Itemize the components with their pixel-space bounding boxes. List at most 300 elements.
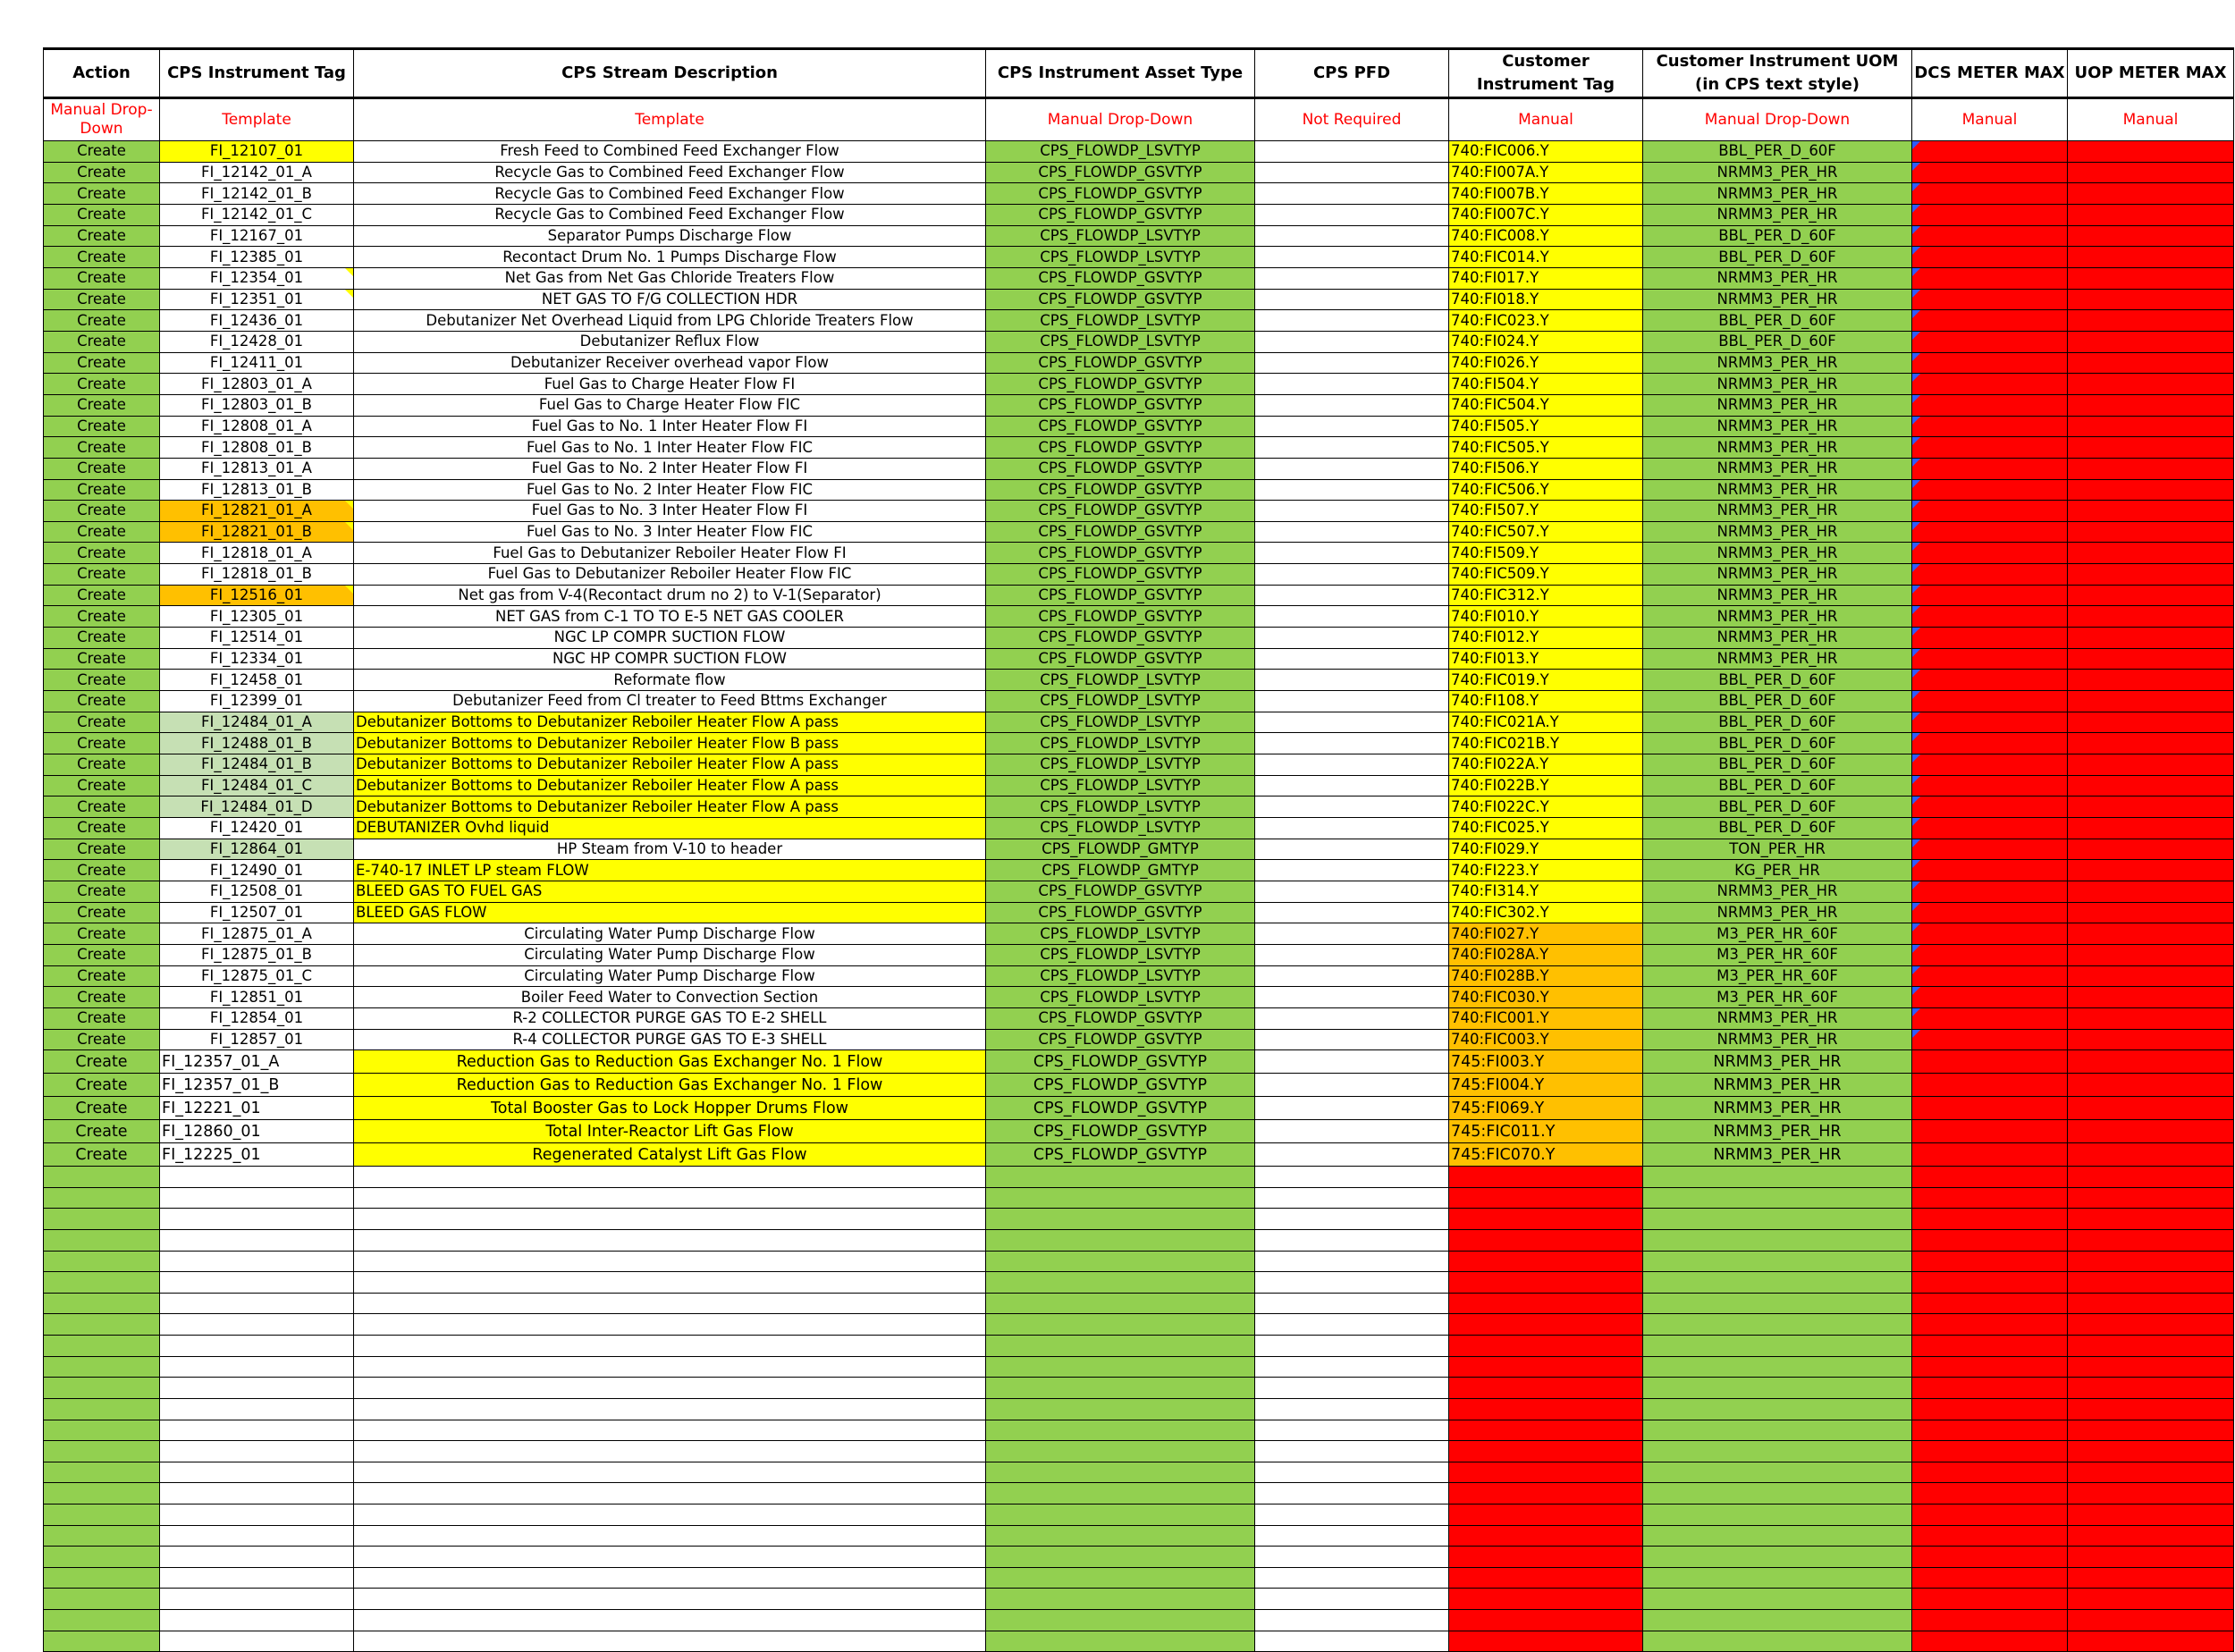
stream-description-cell[interactable]: Fuel Gas to Debutanizer Reboiler Heater Flow FIC <box>354 564 986 586</box>
action-cell[interactable]: Create <box>44 1050 160 1074</box>
empty-action-cell[interactable] <box>44 1589 160 1610</box>
empty-dcs-max-cell[interactable] <box>1912 1610 2068 1631</box>
dcs-max-cell[interactable]: 198000 <box>1912 628 2068 649</box>
customer-tag-cell[interactable]: 740:FIC008.Y <box>1449 225 1643 247</box>
instrument-tag-cell[interactable]: FI_12851_01 <box>160 987 354 1008</box>
pfd-cell[interactable] <box>1255 923 1449 945</box>
subheader-action[interactable]: Manual Drop-Down <box>44 98 160 141</box>
asset-type-cell[interactable]: CPS_FLOWDP_LSVTYP <box>986 247 1255 268</box>
uop-max-cell[interactable]: 120000 <box>2068 267 2234 289</box>
empty-instrument-tag-cell[interactable] <box>160 1589 354 1610</box>
pfd-cell[interactable] <box>1255 521 1449 543</box>
empty-action-cell[interactable] <box>44 1356 160 1378</box>
dcs-max-cell[interactable]: 45000 <box>1912 691 2068 712</box>
uom-cell[interactable]: NRMM3_PER_HR <box>1643 648 1912 670</box>
empty-stream-description-cell[interactable] <box>354 1336 986 1357</box>
empty-pfd-cell[interactable] <box>1255 1567 1449 1589</box>
asset-type-cell[interactable]: CPS_FLOWDP_LSVTYP <box>986 712 1255 733</box>
uop-max-cell[interactable]: 11000 <box>2068 331 2234 352</box>
empty-uom-cell[interactable] <box>1643 1187 1912 1209</box>
stream-description-cell[interactable]: BLEED GAS TO FUEL GAS <box>354 881 986 902</box>
instrument-tag-cell[interactable]: FI_12142_01_A <box>160 162 354 183</box>
empty-customer-tag-cell[interactable] <box>1449 1420 1643 1441</box>
empty-dcs-max-cell[interactable] <box>1912 1589 2068 1610</box>
pfd-cell[interactable] <box>1255 1074 1449 1097</box>
customer-tag-cell[interactable]: 740:FIC025.Y <box>1449 818 1643 839</box>
pfd-cell[interactable] <box>1255 479 1449 501</box>
action-cell[interactable]: Create <box>44 183 160 205</box>
instrument-tag-cell[interactable]: FI_12221_01 <box>160 1097 354 1120</box>
dcs-max-cell[interactable]: 6600 <box>1912 458 2068 479</box>
empty-asset-type-cell[interactable] <box>986 1356 1255 1378</box>
empty-uop-max-cell[interactable] <box>2068 1293 2234 1314</box>
uom-cell[interactable]: KG_PER_HR <box>1643 860 1912 881</box>
uom-cell[interactable]: NRMM3_PER_HR <box>1643 289 1912 310</box>
uom-cell[interactable]: M3_PER_HR_60F <box>1643 965 1912 987</box>
action-cell[interactable]: Create <box>44 374 160 395</box>
action-cell[interactable]: Create <box>44 754 160 776</box>
empty-stream-description-cell[interactable] <box>354 1314 986 1336</box>
uop-max-cell[interactable]: 140000 <box>2068 606 2234 628</box>
empty-uop-max-cell[interactable] <box>2068 1631 2234 1652</box>
action-cell[interactable]: Create <box>44 289 160 310</box>
uop-max-cell[interactable]: 7000 <box>2068 1074 2234 1097</box>
empty-asset-type-cell[interactable] <box>986 1462 1255 1483</box>
asset-type-cell[interactable]: CPS_FLOWDP_GSVTYP <box>986 183 1255 205</box>
empty-uom-cell[interactable] <box>1643 1441 1912 1462</box>
dcs-max-cell[interactable]: 1100 <box>1912 1143 2068 1167</box>
action-cell[interactable]: Create <box>44 458 160 479</box>
empty-stream-description-cell[interactable] <box>354 1547 986 1568</box>
empty-instrument-tag-cell[interactable] <box>160 1462 354 1483</box>
empty-dcs-max-cell[interactable] <box>1912 1378 2068 1399</box>
pfd-cell[interactable] <box>1255 183 1449 205</box>
uop-max-cell[interactable]: 1100 <box>2068 965 2234 987</box>
empty-uom-cell[interactable] <box>1643 1314 1912 1336</box>
asset-type-cell[interactable]: CPS_FLOWDP_LSVTYP <box>986 733 1255 754</box>
pfd-cell[interactable] <box>1255 775 1449 796</box>
empty-customer-tag-cell[interactable] <box>1449 1356 1643 1378</box>
pfd-cell[interactable] <box>1255 162 1449 183</box>
stream-description-cell[interactable]: R-2 COLLECTOR PURGE GAS TO E-2 SHELL <box>354 1007 986 1029</box>
empty-customer-tag-cell[interactable] <box>1449 1272 1643 1294</box>
empty-action-cell[interactable] <box>44 1398 160 1420</box>
empty-stream-description-cell[interactable] <box>354 1420 986 1441</box>
customer-tag-cell[interactable]: 740:FI223.Y <box>1449 860 1643 881</box>
empty-customer-tag-cell[interactable] <box>1449 1610 1643 1631</box>
empty-pfd-cell[interactable] <box>1255 1209 1449 1230</box>
stream-description-cell[interactable]: Net gas from V-4(Recontact drum no 2) to V-1(Separator) <box>354 585 986 606</box>
stream-description-cell[interactable]: HP Steam from V-10 to header <box>354 839 986 860</box>
empty-uom-cell[interactable] <box>1643 1251 1912 1272</box>
subheader-cps-stream-description[interactable]: Template <box>354 98 986 141</box>
empty-stream-description-cell[interactable] <box>354 1631 986 1652</box>
empty-dcs-max-cell[interactable] <box>1912 1547 2068 1568</box>
dcs-max-cell[interactable]: 20000 <box>1912 754 2068 776</box>
empty-customer-tag-cell[interactable] <box>1449 1631 1643 1652</box>
uop-max-cell[interactable]: 1300 <box>2068 1007 2234 1029</box>
action-cell[interactable]: Create <box>44 628 160 649</box>
uop-max-cell[interactable]: 45000 <box>2068 691 2234 712</box>
customer-tag-cell[interactable]: 740:FI028B.Y <box>1449 965 1643 987</box>
uom-cell[interactable]: NRMM3_PER_HR <box>1643 1097 1912 1120</box>
empty-stream-description-cell[interactable] <box>354 1589 986 1610</box>
instrument-tag-cell[interactable]: FI_12225_01 <box>160 1143 354 1167</box>
empty-stream-description-cell[interactable] <box>354 1567 986 1589</box>
uop-max-cell[interactable]: 600 <box>2068 1097 2234 1120</box>
action-cell[interactable]: Create <box>44 775 160 796</box>
empty-action-cell[interactable] <box>44 1462 160 1483</box>
empty-instrument-tag-cell[interactable] <box>160 1293 354 1314</box>
action-cell[interactable]: Create <box>44 394 160 416</box>
customer-tag-cell[interactable]: 740:FI314.Y <box>1449 881 1643 902</box>
uom-cell[interactable]: NRMM3_PER_HR <box>1643 1143 1912 1167</box>
empty-pfd-cell[interactable] <box>1255 1272 1449 1294</box>
asset-type-cell[interactable]: CPS_FLOWDP_GSVTYP <box>986 648 1255 670</box>
dcs-max-cell[interactable]: 200000 <box>1912 204 2068 225</box>
stream-description-cell[interactable]: Fuel Gas to No. 2 Inter Heater Flow FI <box>354 458 986 479</box>
uom-cell[interactable]: NRMM3_PER_HR <box>1643 1029 1912 1050</box>
uop-max-cell[interactable]: 33000 <box>2068 225 2234 247</box>
empty-pfd-cell[interactable] <box>1255 1251 1449 1272</box>
instrument-tag-cell[interactable]: FI_12385_01 <box>160 247 354 268</box>
pfd-cell[interactable] <box>1255 289 1449 310</box>
dcs-max-cell[interactable]: 110 <box>1912 987 2068 1008</box>
customer-tag-cell[interactable]: 740:FIC509.Y <box>1449 564 1643 586</box>
instrument-tag-cell[interactable]: FI_12508_01 <box>160 881 354 902</box>
empty-instrument-tag-cell[interactable] <box>160 1230 354 1252</box>
empty-action-cell[interactable] <box>44 1441 160 1462</box>
empty-dcs-max-cell[interactable] <box>1912 1398 2068 1420</box>
uop-max-cell[interactable]: 3500 <box>2068 310 2234 332</box>
uop-max-cell[interactable]: 1100 <box>2068 923 2234 945</box>
instrument-tag-cell[interactable]: FI_12458_01 <box>160 670 354 691</box>
empty-action-cell[interactable] <box>44 1483 160 1504</box>
uom-cell[interactable]: NRMM3_PER_HR <box>1643 458 1912 479</box>
empty-uom-cell[interactable] <box>1643 1589 1912 1610</box>
action-cell[interactable]: Create <box>44 712 160 733</box>
empty-instrument-tag-cell[interactable] <box>160 1547 354 1568</box>
empty-uop-max-cell[interactable] <box>2068 1356 2234 1378</box>
empty-uop-max-cell[interactable] <box>2068 1378 2234 1399</box>
subheader-cps-pfd[interactable]: Not Required <box>1255 98 1449 141</box>
customer-tag-cell[interactable]: 745:FI069.Y <box>1449 1097 1643 1120</box>
pfd-cell[interactable] <box>1255 310 1449 332</box>
empty-asset-type-cell[interactable] <box>986 1398 1255 1420</box>
action-cell[interactable]: Create <box>44 648 160 670</box>
action-cell[interactable]: Create <box>44 923 160 945</box>
asset-type-cell[interactable]: CPS_FLOWDP_LSVTYP <box>986 775 1255 796</box>
uom-cell[interactable]: NRMM3_PER_HR <box>1643 204 1912 225</box>
instrument-tag-cell[interactable]: FI_12821_01_B <box>160 521 354 543</box>
empty-instrument-tag-cell[interactable] <box>160 1187 354 1209</box>
instrument-tag-cell[interactable]: FI_12107_01 <box>160 141 354 163</box>
dcs-max-cell[interactable]: 1100 <box>1912 944 2068 965</box>
customer-tag-cell[interactable]: 740:FI022B.Y <box>1449 775 1643 796</box>
empty-stream-description-cell[interactable] <box>354 1610 986 1631</box>
empty-dcs-max-cell[interactable] <box>1912 1272 2068 1294</box>
empty-dcs-max-cell[interactable] <box>1912 1567 2068 1589</box>
uom-cell[interactable]: NRMM3_PER_HR <box>1643 416 1912 437</box>
empty-action-cell[interactable] <box>44 1504 160 1525</box>
stream-description-cell[interactable]: Total Inter-Reactor Lift Gas Flow <box>354 1120 986 1143</box>
stream-description-cell[interactable]: DEBUTANIZER Ovhd liquid <box>354 818 986 839</box>
instrument-tag-cell[interactable]: FI_12490_01 <box>160 860 354 881</box>
asset-type-cell[interactable]: CPS_FLOWDP_GSVTYP <box>986 1074 1255 1097</box>
uom-cell[interactable]: M3_PER_HR_60F <box>1643 944 1912 965</box>
action-cell[interactable]: Create <box>44 1007 160 1029</box>
stream-description-cell[interactable]: Total Booster Gas to Lock Hopper Drums Flow <box>354 1097 986 1120</box>
action-cell[interactable]: Create <box>44 521 160 543</box>
stream-description-cell[interactable]: E-740-17 INLET LP steam FLOW <box>354 860 986 881</box>
pfd-cell[interactable] <box>1255 987 1449 1008</box>
header-cps-pfd[interactable]: CPS PFD <box>1255 49 1449 98</box>
uom-cell[interactable]: BBL_PER_D_60F <box>1643 733 1912 754</box>
empty-action-cell[interactable] <box>44 1251 160 1272</box>
uop-max-cell[interactable]: 10100 <box>2068 437 2234 459</box>
empty-dcs-max-cell[interactable] <box>1912 1631 2068 1652</box>
instrument-tag-cell[interactable]: FI_12864_01 <box>160 839 354 860</box>
instrument-tag-cell[interactable]: FI_12484_01_C <box>160 775 354 796</box>
empty-customer-tag-cell[interactable] <box>1449 1336 1643 1357</box>
customer-tag-cell[interactable]: 745:FI004.Y <box>1449 1074 1643 1097</box>
pfd-cell[interactable] <box>1255 331 1449 352</box>
asset-type-cell[interactable]: CPS_FLOWDP_LSVTYP <box>986 141 1255 163</box>
dcs-max-cell[interactable]: 3000 <box>1912 860 2068 881</box>
uop-max-cell[interactable]: 1100 <box>2068 944 2234 965</box>
asset-type-cell[interactable]: CPS_FLOWDP_GSVTYP <box>986 564 1255 586</box>
pfd-cell[interactable] <box>1255 204 1449 225</box>
instrument-tag-cell[interactable]: FI_12351_01 <box>160 289 354 310</box>
subheader-dcs-meter-max[interactable]: Manual <box>1912 98 2068 141</box>
empty-customer-tag-cell[interactable] <box>1449 1398 1643 1420</box>
asset-type-cell[interactable]: CPS_FLOWDP_LSVTYP <box>986 944 1255 965</box>
empty-asset-type-cell[interactable] <box>986 1567 1255 1589</box>
uop-max-cell[interactable]: 38000 <box>2068 247 2234 268</box>
customer-tag-cell[interactable]: 740:FIC003.Y <box>1449 1029 1643 1050</box>
action-cell[interactable]: Create <box>44 479 160 501</box>
uop-max-cell[interactable]: 36000 <box>2068 670 2234 691</box>
header-customer-instrument-uom[interactable]: Customer Instrument UOM (in CPS text style) <box>1643 49 1912 98</box>
action-cell[interactable]: Create <box>44 310 160 332</box>
empty-action-cell[interactable] <box>44 1420 160 1441</box>
empty-pfd-cell[interactable] <box>1255 1483 1449 1504</box>
dcs-max-cell[interactable]: 140000 <box>1912 606 2068 628</box>
header-cps-stream-description[interactable]: CPS Stream Description <box>354 49 986 98</box>
pfd-cell[interactable] <box>1255 944 1449 965</box>
stream-description-cell[interactable]: Net Gas from Net Gas Chloride Treaters Flow <box>354 267 986 289</box>
empty-dcs-max-cell[interactable] <box>1912 1441 2068 1462</box>
empty-dcs-max-cell[interactable] <box>1912 1187 2068 1209</box>
stream-description-cell[interactable]: Debutanizer Receiver overhead vapor Flow <box>354 352 986 374</box>
empty-customer-tag-cell[interactable] <box>1449 1187 1643 1209</box>
pfd-cell[interactable] <box>1255 606 1449 628</box>
uom-cell[interactable]: BBL_PER_D_60F <box>1643 796 1912 818</box>
uop-max-cell[interactable]: 4280 <box>2068 374 2234 395</box>
empty-stream-description-cell[interactable] <box>354 1251 986 1272</box>
empty-instrument-tag-cell[interactable] <box>160 1336 354 1357</box>
pfd-cell[interactable] <box>1255 796 1449 818</box>
instrument-tag-cell[interactable]: FI_12167_01 <box>160 225 354 247</box>
header-cps-instrument-tag[interactable]: CPS Instrument Tag <box>160 49 354 98</box>
asset-type-cell[interactable]: CPS_FLOWDP_GSVTYP <box>986 394 1255 416</box>
uom-cell[interactable]: BBL_PER_D_60F <box>1643 247 1912 268</box>
uom-cell[interactable]: BBL_PER_D_60F <box>1643 310 1912 332</box>
empty-stream-description-cell[interactable] <box>354 1209 986 1230</box>
asset-type-cell[interactable]: CPS_FLOWDP_LSVTYP <box>986 796 1255 818</box>
empty-uom-cell[interactable] <box>1643 1504 1912 1525</box>
customer-tag-cell[interactable]: 740:FI022C.Y <box>1449 796 1643 818</box>
uom-cell[interactable]: BBL_PER_D_60F <box>1643 712 1912 733</box>
empty-uop-max-cell[interactable] <box>2068 1525 2234 1547</box>
stream-description-cell[interactable]: Circulating Water Pump Discharge Flow <box>354 923 986 945</box>
customer-tag-cell[interactable]: 740:FIC302.Y <box>1449 902 1643 923</box>
pfd-cell[interactable] <box>1255 860 1449 881</box>
uom-cell[interactable]: M3_PER_HR_60F <box>1643 987 1912 1008</box>
uom-cell[interactable]: NRMM3_PER_HR <box>1643 352 1912 374</box>
stream-description-cell[interactable]: Fuel Gas to No. 1 Inter Heater Flow FIC <box>354 437 986 459</box>
uom-cell[interactable]: BBL_PER_D_60F <box>1643 691 1912 712</box>
empty-uom-cell[interactable] <box>1643 1631 1912 1652</box>
asset-type-cell[interactable]: CPS_FLOWDP_GSVTYP <box>986 479 1255 501</box>
empty-customer-tag-cell[interactable] <box>1449 1441 1643 1462</box>
empty-asset-type-cell[interactable] <box>986 1378 1255 1399</box>
empty-instrument-tag-cell[interactable] <box>160 1567 354 1589</box>
dcs-max-cell[interactable]: 10100 <box>1912 416 2068 437</box>
empty-customer-tag-cell[interactable] <box>1449 1567 1643 1589</box>
instrument-tag-cell[interactable]: FI_12803_01_B <box>160 394 354 416</box>
empty-uop-max-cell[interactable] <box>2068 1610 2234 1631</box>
customer-tag-cell[interactable]: 740:FI108.Y <box>1449 691 1643 712</box>
asset-type-cell[interactable]: CPS_FLOWDP_GSVTYP <box>986 374 1255 395</box>
empty-stream-description-cell[interactable] <box>354 1398 986 1420</box>
empty-uop-max-cell[interactable] <box>2068 1420 2234 1441</box>
empty-instrument-tag-cell[interactable] <box>160 1631 354 1652</box>
asset-type-cell[interactable]: CPS_FLOWDP_GSVTYP <box>986 267 1255 289</box>
dcs-max-cell[interactable]: 1300 <box>1912 1007 2068 1029</box>
action-cell[interactable]: Create <box>44 902 160 923</box>
action-cell[interactable]: Create <box>44 1120 160 1143</box>
uop-max-cell[interactable]: 2000 <box>2068 543 2234 564</box>
stream-description-cell[interactable]: Recycle Gas to Combined Feed Exchanger Flow <box>354 204 986 225</box>
empty-dcs-max-cell[interactable] <box>1912 1251 2068 1272</box>
empty-action-cell[interactable] <box>44 1187 160 1209</box>
empty-uop-max-cell[interactable] <box>2068 1589 2234 1610</box>
asset-type-cell[interactable]: CPS_FLOWDP_GSVTYP <box>986 881 1255 902</box>
customer-tag-cell[interactable]: 740:FIC506.Y <box>1449 479 1643 501</box>
empty-stream-description-cell[interactable] <box>354 1378 986 1399</box>
uom-cell[interactable]: NRMM3_PER_HR <box>1643 479 1912 501</box>
empty-uop-max-cell[interactable] <box>2068 1314 2234 1336</box>
asset-type-cell[interactable]: CPS_FLOWDP_GMTYP <box>986 860 1255 881</box>
empty-stream-description-cell[interactable] <box>354 1441 986 1462</box>
uop-max-cell[interactable]: 20000 <box>2068 754 2234 776</box>
pfd-cell[interactable] <box>1255 458 1449 479</box>
empty-asset-type-cell[interactable] <box>986 1589 1255 1610</box>
action-cell[interactable]: Create <box>44 564 160 586</box>
asset-type-cell[interactable]: CPS_FLOWDP_GSVTYP <box>986 1097 1255 1120</box>
empty-stream-description-cell[interactable] <box>354 1356 986 1378</box>
asset-type-cell[interactable]: CPS_FLOWDP_LSVTYP <box>986 225 1255 247</box>
dcs-max-cell[interactable]: 120000 <box>1912 267 2068 289</box>
instrument-tag-cell[interactable]: FI_12420_01 <box>160 818 354 839</box>
pfd-cell[interactable] <box>1255 141 1449 163</box>
uom-cell[interactable]: NRMM3_PER_HR <box>1643 606 1912 628</box>
uom-cell[interactable]: NRMM3_PER_HR <box>1643 437 1912 459</box>
empty-stream-description-cell[interactable] <box>354 1293 986 1314</box>
action-cell[interactable]: Create <box>44 204 160 225</box>
action-cell[interactable]: Create <box>44 881 160 902</box>
uom-cell[interactable]: NRMM3_PER_HR <box>1643 1050 1912 1074</box>
customer-tag-cell[interactable]: 740:FI018.Y <box>1449 289 1643 310</box>
action-cell[interactable]: Create <box>44 225 160 247</box>
action-cell[interactable]: Create <box>44 501 160 522</box>
empty-pfd-cell[interactable] <box>1255 1336 1449 1357</box>
action-cell[interactable]: Create <box>44 416 160 437</box>
stream-description-cell[interactable]: Fuel Gas to No. 3 Inter Heater Flow FI <box>354 501 986 522</box>
stream-description-cell[interactable]: NGC LP COMPR SUCTION FLOW <box>354 628 986 649</box>
uom-cell[interactable]: NRMM3_PER_HR <box>1643 1007 1912 1029</box>
uom-cell[interactable]: NRMM3_PER_HR <box>1643 501 1912 522</box>
pfd-cell[interactable] <box>1255 1143 1449 1167</box>
asset-type-cell[interactable]: CPS_FLOWDP_GSVTYP <box>986 1007 1255 1029</box>
empty-instrument-tag-cell[interactable] <box>160 1251 354 1272</box>
empty-dcs-max-cell[interactable] <box>1912 1336 2068 1357</box>
header-customer-instrument-tag[interactable]: Customer Instrument Tag <box>1449 49 1643 98</box>
empty-pfd-cell[interactable] <box>1255 1356 1449 1378</box>
customer-tag-cell[interactable]: 740:FI505.Y <box>1449 416 1643 437</box>
empty-uop-max-cell[interactable] <box>2068 1504 2234 1525</box>
uop-max-cell[interactable]: 14500 <box>2068 818 2234 839</box>
instrument-tag-cell[interactable]: FI_12411_01 <box>160 352 354 374</box>
action-cell[interactable]: Create <box>44 691 160 712</box>
empty-stream-description-cell[interactable] <box>354 1187 986 1209</box>
pfd-cell[interactable] <box>1255 1120 1449 1143</box>
header-cps-instrument-asset-type[interactable]: CPS Instrument Asset Type <box>986 49 1255 98</box>
uop-max-cell[interactable]: 45000 <box>2068 141 2234 163</box>
dcs-max-cell[interactable]: 1300 <box>1912 1029 2068 1050</box>
empty-asset-type-cell[interactable] <box>986 1631 1255 1652</box>
empty-pfd-cell[interactable] <box>1255 1187 1449 1209</box>
stream-description-cell[interactable]: Debutanizer Feed from Cl treater to Feed Bttms Exchanger <box>354 691 986 712</box>
instrument-tag-cell[interactable]: FI_12484_01_A <box>160 712 354 733</box>
asset-type-cell[interactable]: CPS_FLOWDP_GSVTYP <box>986 628 1255 649</box>
empty-pfd-cell[interactable] <box>1255 1504 1449 1525</box>
instrument-tag-cell[interactable]: FI_12142_01_C <box>160 204 354 225</box>
empty-asset-type-cell[interactable] <box>986 1547 1255 1568</box>
empty-uom-cell[interactable] <box>1643 1547 1912 1568</box>
empty-action-cell[interactable] <box>44 1610 160 1631</box>
customer-tag-cell[interactable]: 745:FI003.Y <box>1449 1050 1643 1074</box>
instrument-tag-cell[interactable]: FI_12399_01 <box>160 691 354 712</box>
dcs-max-cell[interactable]: 20000 <box>1912 775 2068 796</box>
dcs-max-cell[interactable]: 33000 <box>1912 225 2068 247</box>
asset-type-cell[interactable]: CPS_FLOWDP_GSVTYP <box>986 902 1255 923</box>
customer-tag-cell[interactable]: 740:FIC030.Y <box>1449 987 1643 1008</box>
uom-cell[interactable]: NRMM3_PER_HR <box>1643 543 1912 564</box>
asset-type-cell[interactable]: CPS_FLOWDP_GSVTYP <box>986 585 1255 606</box>
instrument-tag-cell[interactable]: FI_12818_01_A <box>160 543 354 564</box>
empty-instrument-tag-cell[interactable] <box>160 1356 354 1378</box>
empty-uom-cell[interactable] <box>1643 1293 1912 1314</box>
customer-tag-cell[interactable]: 740:FI007B.Y <box>1449 183 1643 205</box>
empty-instrument-tag-cell[interactable] <box>160 1378 354 1399</box>
customer-tag-cell[interactable]: 740:FI013.Y <box>1449 648 1643 670</box>
empty-action-cell[interactable] <box>44 1378 160 1399</box>
empty-uom-cell[interactable] <box>1643 1356 1912 1378</box>
uop-max-cell[interactable]: 10100 <box>2068 416 2234 437</box>
empty-uop-max-cell[interactable] <box>2068 1483 2234 1504</box>
